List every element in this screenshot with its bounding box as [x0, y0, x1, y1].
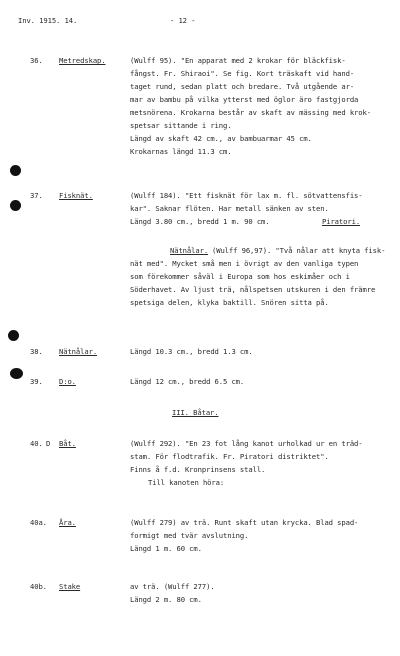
- entry-line: (Wulff 184). "Ett fisknät för lax m. fl. sötvattensfis-: [130, 191, 363, 200]
- punch-hole: [10, 165, 21, 176]
- punch-hole: [8, 330, 19, 341]
- entry-line: fångst. Fr. Shiraoi". Se fig. Kort träskaft vid hand-: [130, 69, 355, 78]
- entry-name: Stake: [59, 582, 81, 591]
- entry-line: (Wulff 292). "En 23 fot lång kanot urholkad ur en träd-: [130, 439, 363, 448]
- entry-line: Längd 12 cm., bredd 6.5 cm.: [130, 377, 245, 386]
- entry-line: Längd 2 m. 80 cm.: [130, 595, 202, 604]
- entry-line: taget rund, sedan platt och bredare. Två utgående ar-: [130, 82, 355, 91]
- entry-number: 39.: [30, 377, 43, 386]
- entry-line: formigt med tvär avslutning.: [130, 531, 249, 540]
- entry-number: 40.: [30, 439, 43, 448]
- entry-line: spetsar sittande i ring.: [130, 121, 232, 130]
- entry-line: (Wulff 95). "En apparat med 2 krokar för bläckfisk-: [130, 56, 346, 65]
- entry-name: Åra.: [59, 518, 76, 527]
- entry-line: kar". Saknar flöten. Har metall sänken av sten.: [130, 204, 329, 213]
- entry-number: 37.: [30, 191, 43, 200]
- entry-number: 40b.: [30, 582, 47, 591]
- entry-line: stam. För flodtrafik. Fr. Piratori distriktet".: [130, 452, 329, 461]
- entry-name: Metredskap.: [59, 56, 106, 65]
- entry-line: metsnörena. Krokarna består av skaft av mässing med krok-: [130, 108, 371, 117]
- entry-line: Längd 3.80 cm., bredd 1 m. 90 cm.: [130, 217, 270, 226]
- inventory-header: Inv. 1915. 14.: [18, 16, 78, 25]
- entry-line: nät med". Mycket små men i övrigt av den vanliga typen: [130, 259, 359, 268]
- entry-subname: Nätnålar.: [170, 246, 209, 255]
- entry-line: Krokarnas längd 11.3 cm.: [130, 147, 232, 156]
- entry-line: (Wulff 96,97). "Två nålar att knyta fisk-: [212, 246, 386, 255]
- entry-line: spetsiga delen, klyka baktill. Snören sitta på.: [130, 298, 329, 307]
- entry-name: Nätnålar.: [59, 347, 98, 356]
- entry-line: Längd av skaft 42 cm., av bambuarmar 45 cm.: [130, 134, 312, 143]
- entry-number: 40a.: [30, 518, 47, 527]
- entry-line: Till kanoten höra:: [148, 478, 225, 487]
- punch-hole: [10, 200, 21, 211]
- section-heading: III. Båtar.: [172, 408, 219, 417]
- entry-line: Söderhavet. Av ljust trä, nålspetsen utskuren i den främre: [130, 285, 376, 294]
- punch-hole: [10, 368, 23, 379]
- entry-line: Längd 10.3 cm., bredd 1.3 cm.: [130, 347, 253, 356]
- entry-number: 38.: [30, 347, 43, 356]
- entry-line: (Wulff 279) av trä. Runt skaft utan krycka. Blad spad-: [130, 518, 359, 527]
- entry-location: Piratori.: [322, 217, 361, 226]
- entry-line: som förekommer såväl i Europa som hos eskimåer och i: [130, 272, 350, 281]
- entry-name: Fisknät.: [59, 191, 93, 200]
- entry-line: av trä. (Wulff 277).: [130, 582, 215, 591]
- entry-line: mar av bambu på vilka ytterst med öglor äro fastgjorda: [130, 95, 359, 104]
- entry-number: 36.: [30, 56, 43, 65]
- entry-name: Båt.: [59, 439, 76, 448]
- entry-line: Finns å f.d. Kronprinsens stall.: [130, 465, 266, 474]
- page-number: - 12 -: [170, 16, 196, 25]
- entry-line: Längd 1 m. 60 cm.: [130, 544, 202, 553]
- handwritten-mark: D: [46, 439, 51, 448]
- entry-name: D:o.: [59, 377, 76, 386]
